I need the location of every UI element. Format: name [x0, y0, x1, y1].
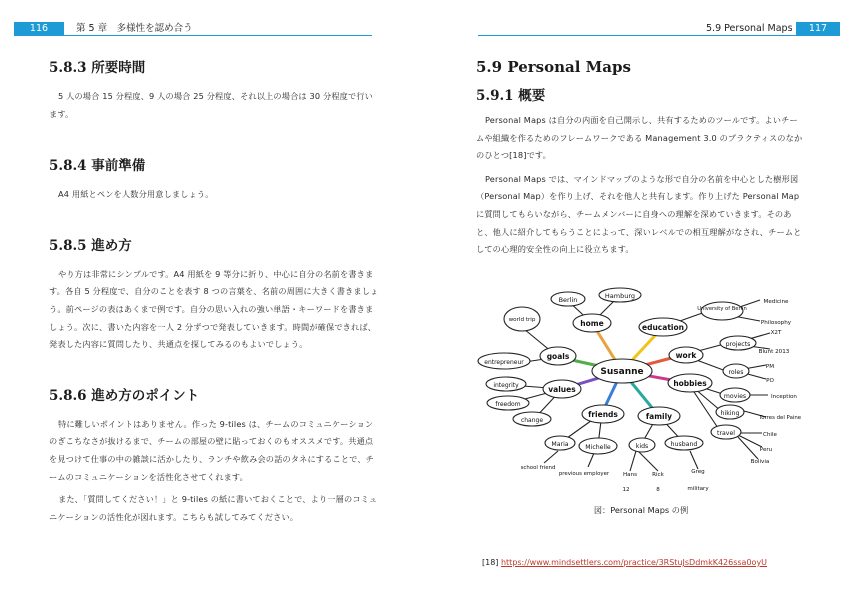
left-running-title: 第 5 章 多様性を認め合う [76, 23, 193, 34]
label-peru: Peru [759, 447, 773, 453]
section-5-8-6-paragraph-1: 特に難しいポイントはありません。作った 9-tiles は、チームのコミュニケーションのぎこちなさが抜けるまで、チームの部屋の壁に貼っておくのもオススメです。共通点を見つけて仕事の中の雑談に活かしたり、ランチや飲み会の話のタネにすることで、チームのコミュニケーションを活性化させてくれます。 [49, 418, 374, 482]
label-entrepreneur: entrepreneur [484, 359, 524, 366]
label-hobbies: hobbies [673, 379, 707, 388]
right-page [476, 58, 806, 259]
label-world-trip: world trip [508, 317, 536, 323]
section-5-9-1-paragraph-1: Personal Maps は自分の内面を自己開示し、共有するためのツールです。よいチームや組織を作るためのフレームワークである Management 3.0 のプラクティスのなかのひとつ[18]です。 [476, 115, 803, 161]
personal-map-figure [476, 283, 806, 498]
label-bolivia: Bolivia [750, 459, 770, 465]
label-pm: PM [765, 364, 775, 370]
label-movies: movies [723, 393, 747, 400]
label-medicine: Medicine [763, 299, 789, 305]
section-5-9-1-paragraph-2: Personal Maps では、マインドマップのような形で自分の名前を中心とした樹形図（Personal Map）を作り上げ、それを他人と共有します。作り上げた Personal Map に質問してもらいながら、チームメンバーに自身への理解を深めていきます。そのあと、他人に紹介してもらうことによって、深いレベルでの相互理解がなされ、チームとしての心理的安全性の向上に役立ちます。 [476, 173, 802, 255]
label-philosophy: Philosophy [760, 320, 792, 326]
left-page-number: 116 [14, 22, 64, 36]
section-5-8-5-paragraph: やり方は非常にシンプルです。A4 用紙を 9 等分に折り、中心に自分の名前を書きます。各自 5 分程度で、自分のことを表す 8 つの言葉を、名前の周囲に大きく書きましょう。前ページの表はあくまで例です。自分の思い入れの強い単語・キーワードを書きましょう。次に、書いた内容を一人 2 分ずつで発表していきます。時間が確保できれば、発表した内容に質問したり、共通点を探してみるのもよいでしょう。 [49, 268, 379, 350]
label-hamburg: Hamburg [604, 292, 636, 300]
label-integrity: integrity [493, 382, 519, 389]
section-5-8-5-title: 5.8.5 進め方 [49, 237, 132, 254]
label-travel: travel [717, 430, 735, 437]
label-berlin: Berlin [558, 296, 578, 304]
section-5-8-6-paragraph-2: また、「質問してください！」と 9-tiles の紙に書いておくことで、より一層のコミュニケーションの活性化が図れます。こちらも試してみてください。 [49, 494, 378, 522]
section-5-9-1-title: 5.9.1 概要 [476, 88, 546, 104]
label-hans: Hans [622, 472, 638, 478]
label-po: PO [766, 378, 774, 384]
label-roles: roles [728, 369, 744, 376]
label-center: Susanne [600, 367, 644, 377]
label-values: values [548, 385, 576, 394]
label-previous-employer: previous employer [558, 471, 610, 477]
label-school-friend: school friend [520, 465, 556, 471]
label-hans-age: 12 [622, 487, 630, 493]
label-military: military [687, 486, 709, 492]
label-greg: Greg [691, 469, 705, 475]
label-projects: projects [725, 341, 751, 348]
label-x2t: X2T [770, 330, 782, 336]
figure-caption: 図：Personal Maps の例 [593, 505, 689, 515]
label-university: University of Berlin [697, 306, 747, 312]
label-hiking: hiking [720, 410, 740, 417]
right-running-title: 5.9 Personal Maps [706, 23, 793, 34]
label-work: work [675, 351, 697, 360]
footnote-marker: [18] [482, 558, 499, 567]
section-5-8-3-paragraph: 5 人の場合 15 分程度、9 人の場合 25 分程度、それ以上の場合は 30 分程度で行います。 [49, 91, 374, 119]
label-blunt: Blunt 2013 [758, 349, 790, 355]
label-husband: husband [670, 441, 698, 448]
label-change: change [520, 417, 544, 424]
label-goals: goals [546, 352, 570, 361]
section-5-9-title: 5.9 Personal Maps [476, 58, 631, 76]
label-family: family [645, 412, 673, 421]
label-maria: Maria [551, 441, 569, 448]
label-michelle: Michelle [585, 444, 611, 451]
section-5-8-4-title: 5.8.4 事前準備 [49, 158, 146, 175]
label-education: education [642, 323, 684, 332]
section-5-8-3-title: 5.8.3 所要時間 [49, 60, 146, 76]
right-page-number: 117 [796, 22, 840, 36]
left-page [49, 56, 379, 526]
left-header-rule [14, 35, 372, 36]
label-torres: Torres del Paine [758, 415, 802, 421]
section-5-8-4-paragraph: A4 用紙とペンを人数分用意しましょう。 [58, 189, 214, 200]
label-rick: Rick [652, 472, 664, 478]
label-chile: Chile [762, 432, 778, 438]
footnote-link[interactable]: https://www.mindsettlers.com/practice/3RStuJsDdmkK426ssa0oyU [500, 558, 768, 567]
label-freedom: freedom [495, 401, 521, 408]
section-5-8-6-title: 5.8.6 進め方のポイント [49, 387, 200, 404]
label-home: home [580, 319, 604, 328]
label-rick-age: 8 [656, 487, 660, 493]
label-friends: friends [588, 410, 618, 419]
label-kids: kids [635, 443, 649, 450]
right-header-rule [478, 35, 840, 36]
label-inception: Inception [771, 394, 797, 400]
footnote [482, 558, 767, 567]
